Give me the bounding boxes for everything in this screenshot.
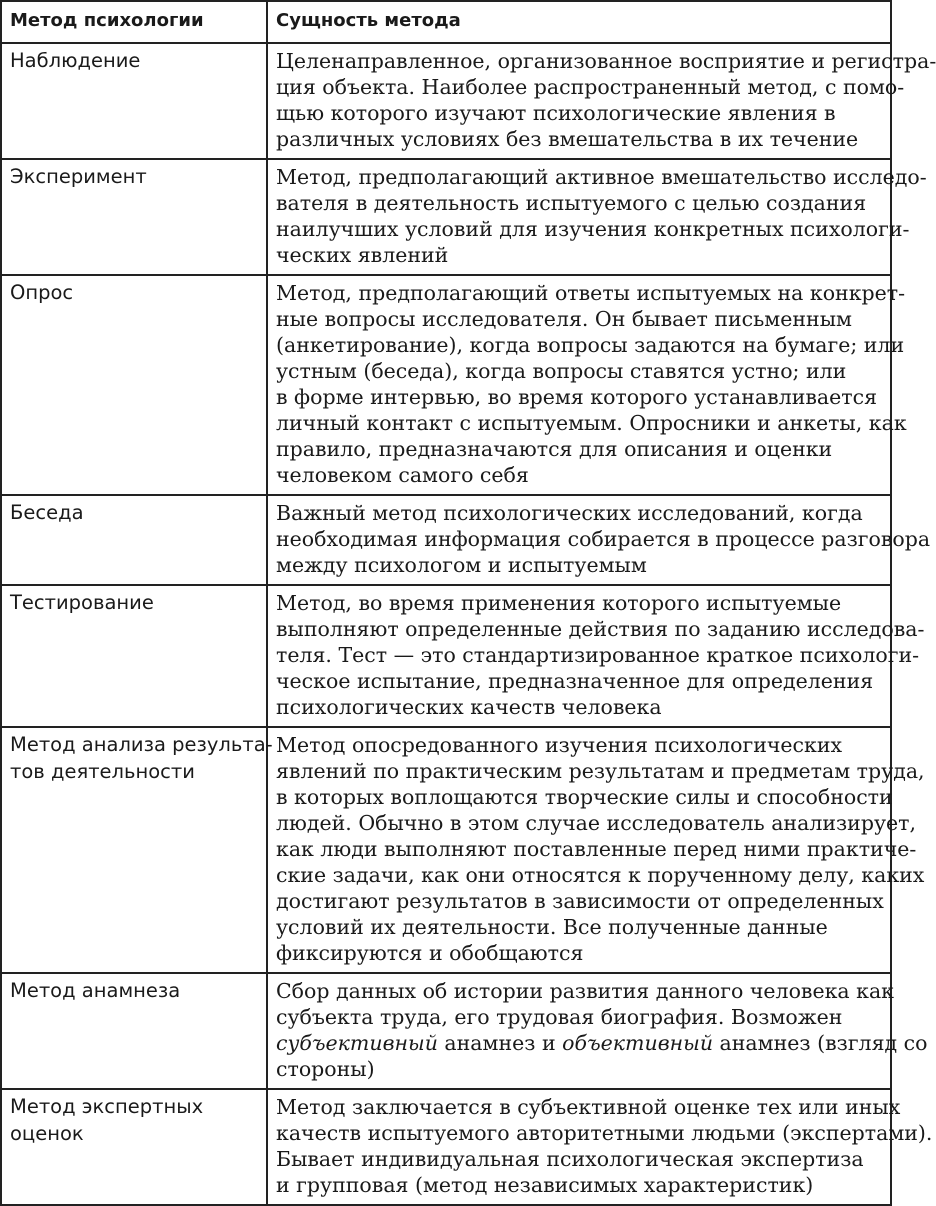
description-line: ция объекта. Наиболее распространенный метод, с помо- xyxy=(276,75,905,99)
description-line: Метод, предполагающий активное вмешательство исследо- xyxy=(276,165,927,189)
table-row-expert-assessment xyxy=(1,1089,891,1205)
table-row-survey xyxy=(1,275,891,495)
description-line: Сбор данных об истории развития данного человека как xyxy=(276,979,894,1003)
description-line: и групповая (метод независимых характеристик) xyxy=(276,1173,814,1197)
column-header-method: Метод психологии xyxy=(1,1,267,43)
description-line: стороны) xyxy=(276,1057,375,1081)
table-row-observation xyxy=(1,43,891,159)
description-line: Метод заключается в субъективной оценке тех или иных xyxy=(276,1095,901,1119)
method-name-line: Наблюдение xyxy=(10,49,141,72)
description-line: в которых воплощаются творческие силы и способности xyxy=(276,785,893,809)
description-line: различных условиях без вмешательства в их течение xyxy=(276,127,859,151)
method-description xyxy=(267,585,925,727)
method-name-line: Метод экспертных xyxy=(10,1095,204,1118)
description-line: ские задачи, как они относятся к порученному делу, каких xyxy=(276,863,925,887)
description-line: качеств испытуемого авторитетными людьми (экспертами). xyxy=(276,1121,933,1145)
description-line: устным (беседа), когда вопросы ставятся устно; или xyxy=(276,359,847,383)
method-name-line: Метод анализа результа- xyxy=(10,733,273,756)
description-line: ные вопросы исследователя. Он бывает письменным xyxy=(276,307,852,331)
method-name xyxy=(1,1089,267,1205)
table-row-testing xyxy=(1,585,891,727)
method-description xyxy=(267,159,927,275)
description-line: Метод опосредованного изучения психологических xyxy=(276,733,843,757)
method-name xyxy=(1,585,267,727)
method-description xyxy=(267,727,925,973)
table-row-activity-analysis xyxy=(1,727,891,973)
table-row-anamnesis xyxy=(1,973,891,1089)
method-name xyxy=(1,973,267,1089)
table-row-conversation xyxy=(1,495,891,585)
method-description xyxy=(267,1089,933,1205)
description-line: субъекта труда, его трудовая биография. Возможен xyxy=(276,1005,843,1029)
italic-term-subjective: субъективный xyxy=(276,1031,438,1055)
method-description xyxy=(267,275,907,495)
description-line: выполняют определенные действия по заданию исследова- xyxy=(276,617,925,641)
description-line: теля. Тест — это стандартизированное краткое психологи- xyxy=(276,643,920,667)
description-line: правило, предназначаются для описания и оценки xyxy=(276,437,833,461)
column-header-essence: Сущность метода xyxy=(267,1,891,43)
description-line: фиксируются и обобщаются xyxy=(276,941,584,965)
method-name-line: Эксперимент xyxy=(10,165,147,188)
description-line: личный контакт с испытуемым. Опросники и анкеты, как xyxy=(276,411,907,435)
description-line: условий их деятельности. Все полученные данные xyxy=(276,915,828,939)
method-name xyxy=(1,495,267,585)
method-name-line: Тестирование xyxy=(10,591,154,614)
description-line: между психологом и испытуемым xyxy=(276,553,647,577)
description-line: (анкетирование), когда вопросы задаются на бумаге; или xyxy=(276,333,905,357)
description-line: в форме интервью, во время которого устанавливается xyxy=(276,385,878,409)
table-row-experiment xyxy=(1,159,891,275)
description-line xyxy=(276,1030,928,1056)
description-line: Метод, во время применения которого испытуемые xyxy=(276,591,842,615)
description-line: достигают результатов в зависимости от определенных xyxy=(276,889,884,913)
description-line: вателя в деятельность испытуемого с целью создания xyxy=(276,191,867,215)
method-name-line: тов деятельности xyxy=(10,759,195,783)
description-line: психологических качеств человека xyxy=(276,695,662,719)
method-name xyxy=(1,275,267,495)
method-name-line: Метод анамнеза xyxy=(10,979,181,1002)
description-line: людей. Обычно в этом случае исследователь анализирует, xyxy=(276,811,917,835)
method-description xyxy=(267,495,931,585)
description-line: Целенаправленное, организованное восприятие и регистра- xyxy=(276,49,936,73)
method-name-line: оценок xyxy=(10,1121,84,1145)
description-line: ческих явлений xyxy=(276,243,449,267)
description-line: необходимая информация собирается в процессе разговора xyxy=(276,527,931,551)
method-name xyxy=(1,727,273,973)
method-description xyxy=(267,973,928,1089)
method-name xyxy=(1,159,267,275)
description-line: наилучших условий для изучения конкретных психологи- xyxy=(276,217,910,241)
description-line: как люди выполняют поставленные перед ними практиче- xyxy=(276,837,917,861)
italic-term-objective: объективный xyxy=(562,1031,714,1055)
method-description xyxy=(267,43,936,159)
description-line: щью которого изучают психологические явления в xyxy=(276,101,836,125)
description-line: явлений по практическим результатам и предметам труда, xyxy=(276,759,925,783)
description-line: человеком самого себя xyxy=(276,463,529,487)
table-header-row xyxy=(1,1,891,43)
method-name xyxy=(1,43,267,159)
description-line: ческое испытание, предназначенное для определения xyxy=(276,669,874,693)
description-line: Бывает индивидуальная психологическая экспертиза xyxy=(276,1147,864,1171)
method-name-line: Беседа xyxy=(10,501,84,524)
description-line: Важный метод психологических исследований, когда xyxy=(276,501,863,525)
method-name-line: Опрос xyxy=(10,281,74,304)
description-fragment: анамнез (взгляд со xyxy=(713,1031,928,1055)
description-line: Метод, предполагающий ответы испытуемых на конкрет- xyxy=(276,281,906,305)
description-fragment: анамнез и xyxy=(437,1031,563,1055)
